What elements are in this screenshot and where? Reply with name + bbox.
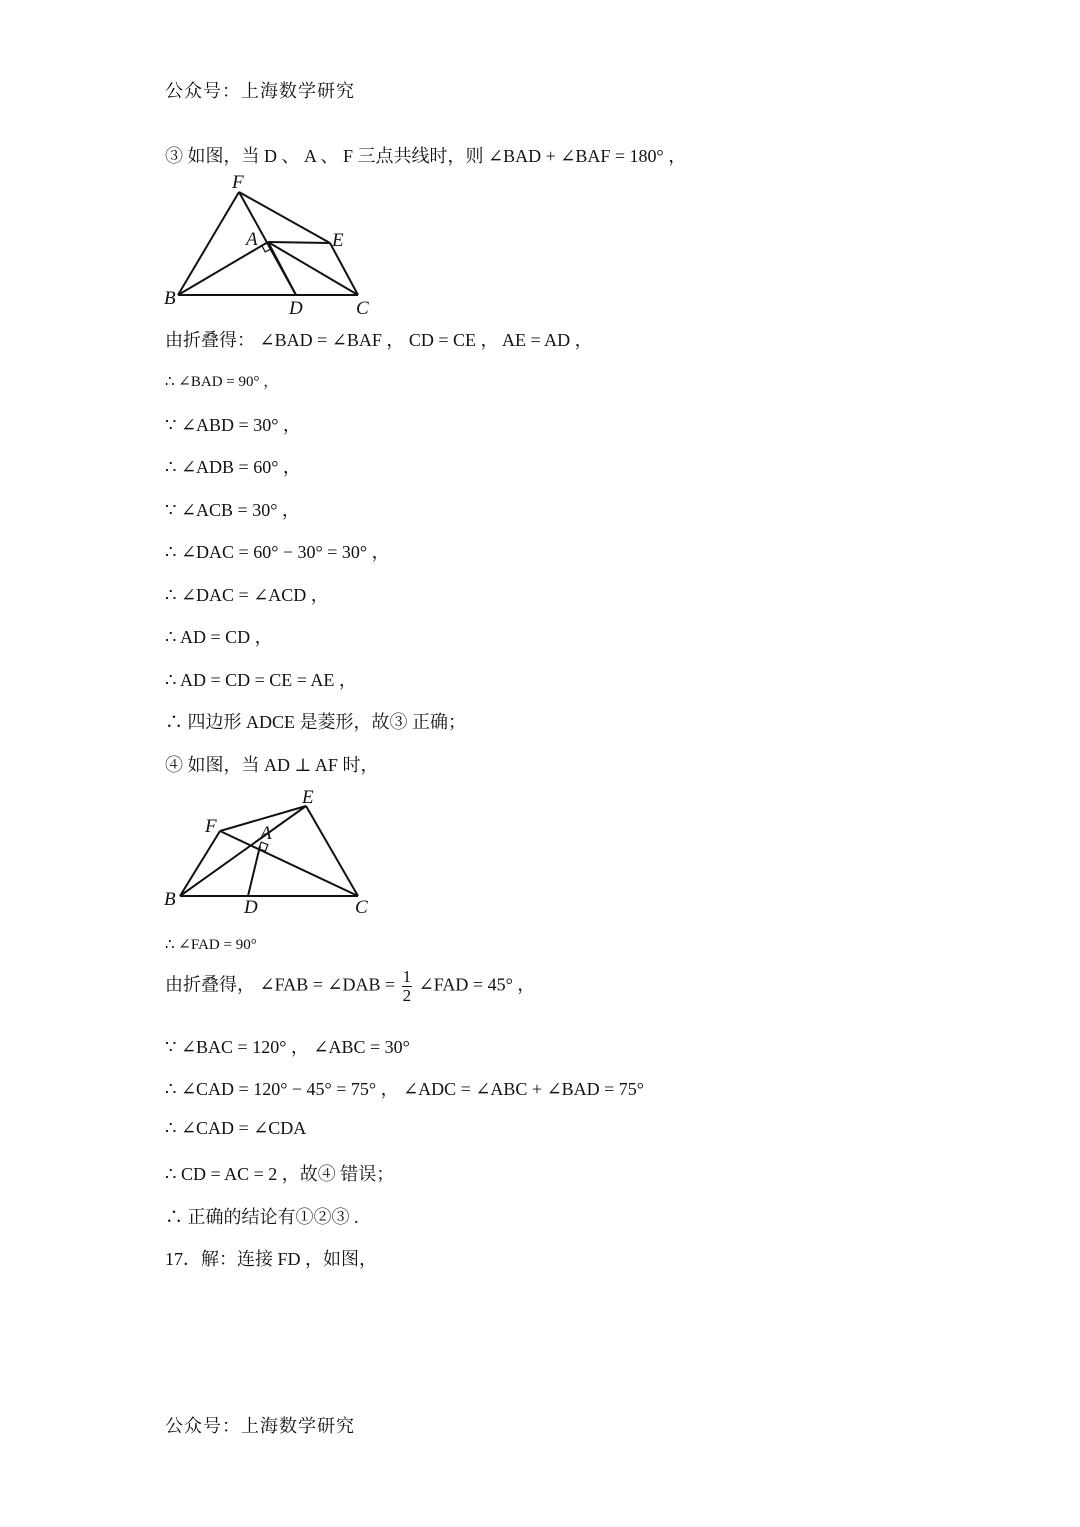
label-a: A [260,823,272,844]
label-c: C [356,298,369,319]
page-footer: 公众号：上海数学研究 [165,1416,355,1437]
final-conclusion: ∴ 正确的结论有①②③ . [165,1207,359,1227]
step-4-line-4: ∴ ∠CAD = 120° − 45° = 75° ， ∠ADC = ∠ABC + ∠BAD = 75° [165,1079,645,1099]
step-4-line-5: ∴ ∠CAD = ∠CDA [165,1118,307,1138]
step-3-line-5: ∴ ∠DAC = 60° − 30° = 30° ， [165,542,390,562]
label-d: D [244,897,258,918]
label-c: C [355,897,368,918]
step-3-fold: 由折叠得： ∠BAD = ∠BAF ， CD = CE ， AE = AD ， [165,330,593,350]
segment-ad [248,846,260,896]
step-3-intro: ③ 如图，当 D 、 A 、 F 三点共线时，则 ∠BAD + ∠BAF = 180° ， [165,146,687,166]
label-f: F [205,816,217,837]
step-4-conclusion: ∴ CD = AC = 2 ，故④ 错误； [165,1164,395,1184]
fraction-one-half [402,968,413,1005]
label-b: B [164,889,176,910]
step-4-fold-fraction [165,968,535,1005]
label-f: F [232,172,244,193]
step-3-line-4: ∵ ∠ACB = 30° ， [165,500,300,520]
fraction-numerator: 1 [402,967,412,986]
label-d: D [289,298,303,319]
step-4-line-3: ∵ ∠BAC = 120° ， ∠ABC = 30° [165,1037,410,1057]
segment-ec [306,806,358,896]
step-3-line-3: ∴ ∠ADB = 60° ， [165,457,301,477]
figure-2-diagram [160,783,380,923]
page-header: 公众号：上海数学研究 [165,81,355,102]
step-3-conclusion: ∴ 四边形 ADCE 是菱形，故③ 正确； [165,712,466,732]
step-4-intro: ④ 如图，当 AD ⊥ AF 时， [165,755,379,775]
label-b: B [164,288,176,309]
label-e: E [302,787,314,808]
segment-ae [268,242,330,243]
step-3-line-1: ∴ ∠BAD = 90° ， [165,374,279,390]
segment-fc [220,831,358,896]
fraction-denominator: 2 [402,986,412,1005]
segment-fb [180,831,220,896]
step-3-line-8: ∴ AD = CD = CE = AE ， [165,670,357,690]
step-4-line-1: ∴ ∠FAD = 90° [165,937,257,953]
step-3-line-6: ∴ ∠DAC = ∠ACD ， [165,585,329,605]
figure-1-diagram [160,170,380,320]
label-a: A [246,229,258,250]
fraction-suffix: ∠FAD = 45° ， [418,974,536,995]
fraction-prefix: 由折叠得， ∠FAB = ∠DAB = [165,974,396,995]
step-3-line-7: ∴ AD = CD ， [165,627,273,647]
problem-17-start: 17．解：连接 FD ，如图， [165,1249,378,1269]
label-e: E [332,230,344,251]
segment-be [180,806,306,896]
segment-fb [178,192,239,295]
step-3-line-2: ∵ ∠ABD = 30° ， [165,415,301,435]
